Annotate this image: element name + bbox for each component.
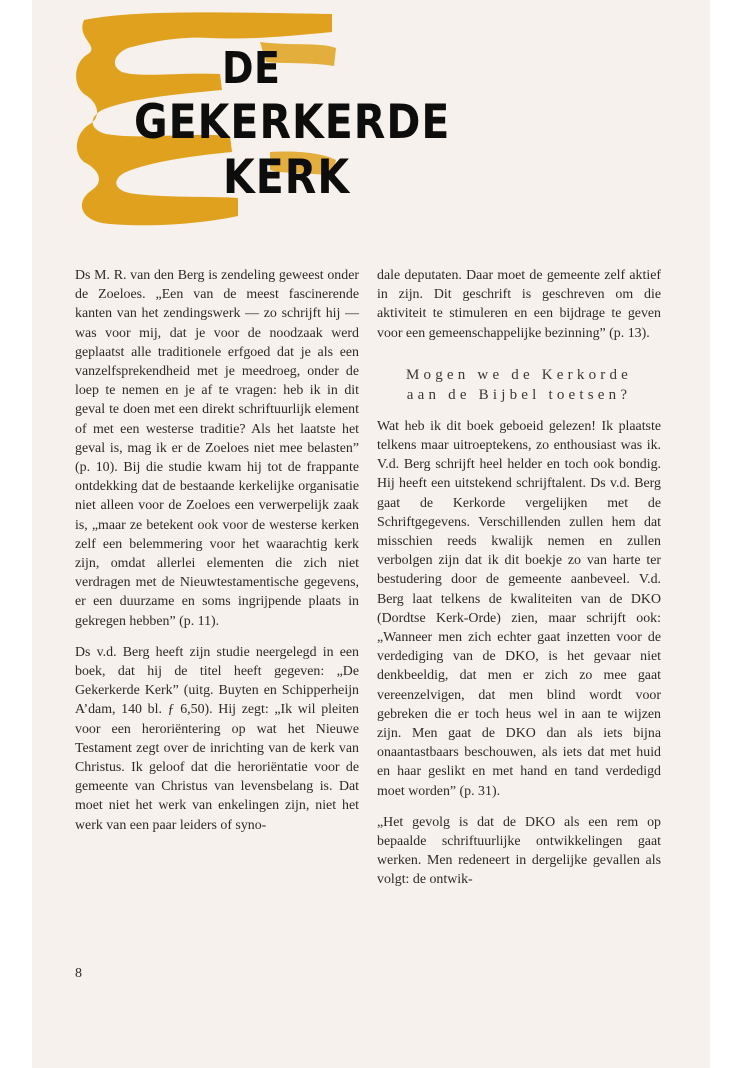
subheading-line-1: Mogen we de Kerkorde [405, 366, 633, 383]
subheading-line-2: aan de Bijbel toetsen? [406, 386, 632, 403]
left-column [75, 266, 359, 847]
paragraph: dale deputaten. Daar moet de gemeente zelf aktief in zijn. Dit geschrift is geschreven om die aktiviteit te stimuleren en een bijdrage te geven voor een gemeenschappelijke bezinning” (p. 13). [377, 268, 661, 341]
section-subheading [377, 365, 661, 405]
title-line-3: KERK [223, 149, 351, 205]
title-line-1: DE [222, 42, 281, 94]
paragraph: Ds v.d. Berg heeft zijn studie neergelegd in een boek, dat hij de titel heeft gegeven: „De Gekerkerde Kerk” (uitg. Buyten en Schipperheijn A’dam, 140 bl. ƒ 6,50). Hij zegt: „Ik wil pleiten voor een heroriëntering op wat het Nieuwe Testament zegt over de inrichting van de kerk van Christus. Ik geloof dat die heroriëntatie voor de gemeente van Christus van levensbelang is. Dat moet niet het werk van enkelingen zijn, niet het werk van een paar leiders of syno- [75, 644, 359, 833]
right-column [377, 266, 661, 902]
paragraph: „Het gevolg is dat de DKO als een rem op bepaalde schriftuurlijke ontwikkelingen gaat werken. Men redeneert in dergelijke gevallen als volgt: de ontwik- [377, 814, 661, 888]
paragraph: Ds M. R. van den Berg is zendeling geweest onder de Zoeloes. „Een van de meest fascinerende kanten van het zendingswerk — zo schrijft hij — was voor mij, dat je voor de noodzaak werd geplaatst alle traditionele erfgoed dat je als een vanzelfsprekendheid met je meedroeg, onder de loep te nemen en je af te vragen: heb ik in dit geval te doen met een direkt schriftuurlijk element of met een westerse traditie? Als het laatste het geval is, mag ik er de Zoeloes niet mee belasten” (p. 10). Bij die studie kwam hij tot de frappante ontdekking dat de bestaande kerkelijke organisatie niet alleen voor de Zoeloes een verwerpelijk zaak is, „maar ze betekent ook voor de westerse kerken zelf een belemmering voor het waarachtig kerk zijn, omdat allerlei elementen die zich niet verdragen met de Nieuwtestamentische gegevens, er een duurzame en soms ingrijpende plaats in gekregen hebben” (p. 11). [75, 268, 359, 629]
paragraph: Wat heb ik dit boek geboeid gelezen! Ik plaatste telkens maar uitroeptekens, zo enthousiast was ik. V.d. Berg schrijft heel helder en toch ook bondig. Hij heeft een uitstekend schrijftalent. Ds v.d. Berg gaat de Kerkorde vergelijken met de Schriftgegevens. Verschillenden zullen hem dat misschien reeds kwalijk nemen en zullen verbolgen zijn dat ik dit boekje zo van harte ter bestudering door de gemeente aanbeveel. V.d. Berg laat telkens de kwaliteiten van de DKO (Dordtse Kerk-Orde) zien, maar schrijft ook: „Wanneer men zich echter gaat inzetten voor de verdediging van de DKO, is het gevaar niet denkbeeldig, dat men er zich zo mee gaat vereenzelvigen, dat men blind wordt voor gebreken die er toch heus wel in aan te wijzen zijn. Men gaat de DKO dan als iets bijna onaantastbaars beschouwen, als iets dat met huid en haar geslikt en met hand en tand verdedigd moet worden” (p. 31). [377, 418, 661, 799]
title-line-2: GEKERKERDE [134, 94, 451, 150]
page-number: 8 [75, 966, 82, 981]
